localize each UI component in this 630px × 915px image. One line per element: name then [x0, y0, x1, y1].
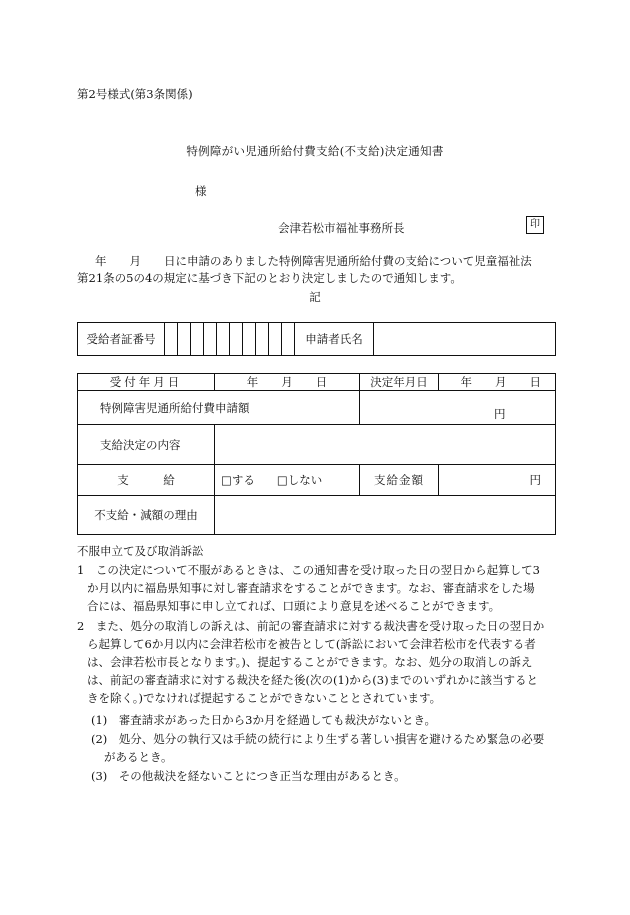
note-2-line-3: は、会津若松市長となります。)、提起することができます。なお、処分の取消しの訴え — [87, 655, 533, 669]
seal-label: 印 — [530, 219, 540, 230]
digit-box[interactable] — [204, 323, 217, 356]
addressee-suffix: 様 — [195, 184, 207, 198]
payment-amount-label: 支給金額 — [360, 465, 439, 496]
requested-amount-field[interactable] — [360, 391, 556, 425]
payment-yes-option[interactable]: □する — [221, 473, 255, 487]
payment-no-option[interactable]: □しない — [276, 473, 323, 487]
sub-item-2-line-2: があるとき。 — [104, 750, 173, 764]
digit-box[interactable] — [230, 323, 243, 356]
digit-box[interactable] — [269, 323, 282, 356]
payment-options[interactable] — [215, 465, 360, 496]
document-title: 特例障がい児通所給付費支給(不支給)決定通知書 — [186, 144, 444, 158]
seal-stamp — [526, 216, 544, 234]
decision-content-label: 支給決定の内容 — [78, 425, 215, 465]
note-2-line-1: 2 また、処分の取消しの訴えは、前記の審査請求に対する裁決書を受け取った日の翌日か — [77, 619, 545, 633]
applicant-name-field[interactable] — [374, 323, 556, 356]
decision-date-label: 決定年月日 — [360, 374, 439, 391]
yen-unit: 円 — [494, 406, 506, 421]
sub-item-3: (3) その他裁決を経ないことにつき正当な理由があるとき。 — [91, 769, 406, 783]
sub-item-1: (1) 審査請求があった日から3か月を経過しても裁決がないとき。 — [91, 713, 437, 727]
decision-date-field[interactable]: 年 月 日 — [439, 374, 556, 391]
decision-table — [77, 373, 556, 535]
requested-amount-label: 特例障害児通所給付費申請額 — [78, 391, 360, 425]
recipient-number-label: 受給者証番号 — [78, 323, 165, 356]
notes-heading: 不服申立て及び取消訴訟 — [77, 544, 204, 558]
intro-line-2: 第21条の5の4の規定に基づき下記のとおり決定しましたので通知します。 — [77, 271, 462, 285]
issuing-office: 会津若松市福祉事務所長 — [278, 221, 405, 235]
intro-line-1: 年 月 日に申請のありました特例障害児通所給付費の支給について児童福祉法 — [95, 254, 532, 268]
sub-item-2-line-1: (2) 処分、処分の執行又は手続の続行により生ずる著しい損害を避けるため緊急の必要 — [91, 732, 545, 746]
yen-unit: 円 — [529, 473, 541, 487]
applicant-name-label: 申請者氏名 — [295, 323, 374, 356]
note-2-line-4: は、前記の審査請求に対する裁決を経た後(次の(1)から(3)までのいずれかに該当すると — [87, 673, 539, 687]
received-date-field[interactable]: 年 月 日 — [215, 374, 360, 391]
payment-label: 支 給 — [78, 465, 215, 496]
payment-amount-field[interactable] — [439, 465, 556, 496]
note-1-line-2: か月以内に福島県知事に対し審査請求をすることができます。なお、審査請求をした場 — [87, 581, 535, 595]
form-number: 第2号様式(第3条関係) — [77, 87, 193, 101]
digit-box[interactable] — [243, 323, 256, 356]
digit-box[interactable] — [217, 323, 230, 356]
reason-label: 不支給・減額の理由 — [78, 496, 215, 535]
decision-content-field[interactable] — [215, 425, 556, 465]
note-1-line-1: 1 この決定について不服があるときは、この通知書を受け取った日の翌日から起算して3 — [77, 563, 540, 577]
digit-box[interactable] — [191, 323, 204, 356]
recipient-table — [77, 322, 556, 356]
digit-box[interactable] — [165, 323, 178, 356]
reason-field[interactable] — [215, 496, 556, 535]
received-date-label: 受付年月日 — [78, 374, 215, 391]
digit-box[interactable] — [256, 323, 269, 356]
note-2-line-2: ら起算して6か月以内に会津若松市を被告として(訴訟において会津若松市を代表する者 — [87, 637, 536, 651]
digit-box[interactable] — [178, 323, 191, 356]
digit-box[interactable] — [282, 323, 295, 356]
note-2-line-5: きを除く。)でなければ提起することができないこととされています。 — [87, 691, 442, 705]
note-1-line-3: 合には、福島県知事に申し立てれば、口頭により意見を述べることができます。 — [87, 599, 501, 613]
ki-heading: 記 — [309, 290, 321, 304]
